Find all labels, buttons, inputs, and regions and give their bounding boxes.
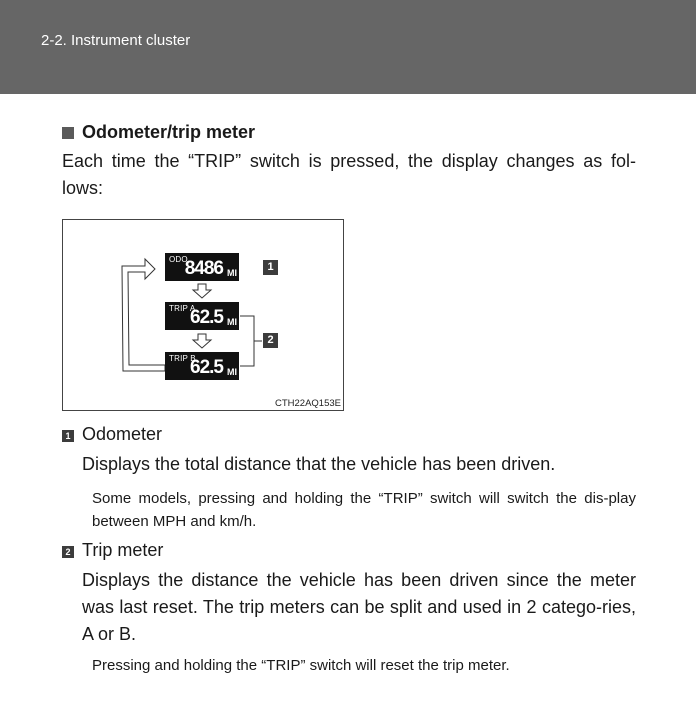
display-value: 8486 [184,258,223,279]
trip-b-display [165,352,239,380]
section-intro: Each time the “TRIP” switch is pressed, the display changes as fol-lows: [62,151,636,198]
number-badge: 2 [62,546,74,558]
display-label: TRIP B [169,354,196,363]
number-badge: 1 [62,430,74,442]
display-unit: MI [227,268,237,278]
section-title: Odometer/trip meter [82,122,256,142]
display-label: TRIP A [169,304,196,313]
loop-arrow-icon [122,259,165,371]
header-title: 2-2. Instrument cluster [41,32,191,49]
odo-display [165,253,239,281]
display-value: 62.5 [190,357,223,378]
display-unit: MI [227,367,237,377]
item-heading-odometer [62,424,162,445]
item-note: Pressing and holding the “TRIP” switch will reset the trip meter. [92,657,510,674]
trip-a-display [165,302,239,330]
callout-1: 1 [263,260,278,275]
callout-2: 2 [263,333,278,348]
item-title: Trip meter [82,540,164,560]
page-header [0,0,696,94]
display-label: ODO [169,255,188,264]
item-title: Odometer [82,424,163,444]
figure-code: CTH22AQ153E [274,398,341,409]
item-body: Displays the total distance that the vehicle has been driven. [82,454,556,474]
item-note: Some models, pressing and holding the “TRIP” switch will switch the dis-play between MPH and km/h. [92,490,636,530]
item-body: Displays the distance the vehicle has been driven since the meter was last reset. The trip meters can be split and used in 2 catego-ries, A or B. [82,570,636,644]
display-value: 62.5 [190,307,223,328]
section-heading [62,122,255,143]
trip-bracket [240,316,254,366]
trip-display-figure [62,219,344,411]
item-heading-trip-meter [62,540,163,561]
display-unit: MI [227,317,237,327]
down-arrow-icon [193,284,211,298]
down-arrow-icon [193,334,211,348]
square-bullet-icon [62,127,74,139]
